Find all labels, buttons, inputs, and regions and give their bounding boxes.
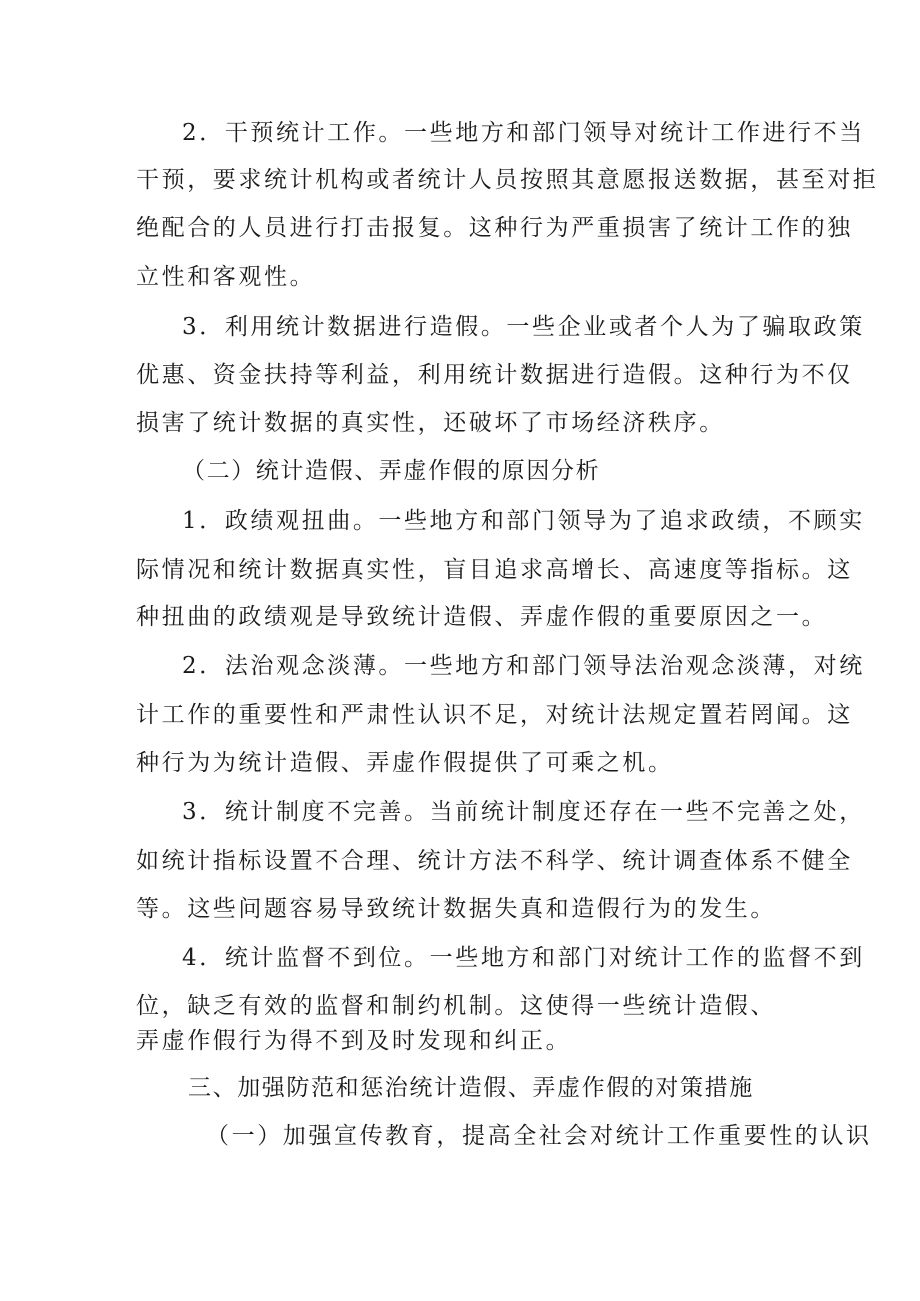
paragraph-line: 2．干预统计工作。一些地方和部门领导对统计工作进行不当 (182, 120, 865, 146)
paragraph-line: 2．法治观念淡薄。一些地方和部门领导法治观念淡薄，对统 (182, 653, 865, 679)
paragraph-line: 弄虚作假行为得不到及时发现和纠正。 (136, 1028, 572, 1054)
paragraph-line: 绝配合的人员进行打击报复。这种行为严重损害了统计工作的独 (136, 215, 853, 241)
paragraph-line: 如统计指标设置不合理、统计方法不科学、统计调查体系不健全 (136, 848, 853, 874)
paragraph-line: 3．利用统计数据进行造假。一些企业或者个人为了骗取政策 (182, 314, 865, 340)
paragraph-line: 4．统计监督不到位。一些地方和部门对统计工作的监督不到 (182, 945, 865, 971)
paragraph-line: 损害了统计数据的真实性，还破坏了市场经济秩序。 (136, 410, 725, 436)
paragraph-line: 种扭曲的政绩观是导致统计造假、弄虚作假的重要原因之一。 (136, 604, 828, 630)
paragraph-line: 等。这些问题容易导致统计数据失真和造假行为的发生。 (136, 896, 776, 922)
paragraph-line: 干预，要求统计机构或者统计人员按照其意愿报送数据，甚至对拒 (136, 167, 879, 193)
section-heading: （一）加强宣传教育，提高全社会对统计工作重要性的认识 (206, 1123, 872, 1149)
paragraph-line: 计工作的重要性和严肃性认识不足，对统计法规定置若罔闻。这 (136, 702, 853, 728)
paragraph-line: 种行为为统计造假、弄虚作假提供了可乘之机。 (136, 750, 674, 776)
section-heading: （二）统计造假、弄虚作假的原因分析 (182, 458, 601, 484)
paragraph-line: 立性和客观性。 (136, 264, 316, 290)
paragraph-line: 位，缺乏有效的监督和制约机制。这使得一些统计造假、 (136, 993, 776, 1019)
chapter-heading: 三、加强防范和惩治统计造假、弄虚作假的对策措施 (188, 1075, 754, 1101)
paragraph-line: 3．统计制度不完善。当前统计制度还存在一些不完善之处， (182, 799, 865, 825)
paragraph-line: 优惠、资金扶持等利益，利用统计数据进行造假。这种行为不仅 (136, 362, 853, 388)
paragraph-line: 际情况和统计数据真实性，盲目追求高增长、高速度等指标。这 (136, 557, 853, 583)
paragraph-line: 1．政绩观扭曲。一些地方和部门领导为了追求政绩，不顾实 (182, 508, 865, 534)
